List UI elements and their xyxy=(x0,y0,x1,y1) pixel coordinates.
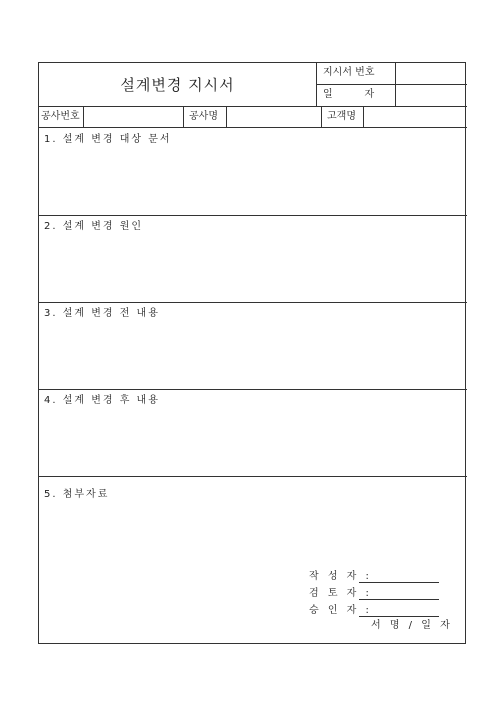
divider xyxy=(316,84,467,85)
project-name-label: 공사명 xyxy=(189,111,218,122)
divider xyxy=(39,389,467,390)
change-order-form xyxy=(38,62,466,644)
section-label: 2. 설계 변경 원인 xyxy=(44,221,144,232)
signature-date-caption: 서 명 / 일 자 xyxy=(371,620,453,631)
section-label: 3. 설계 변경 전 내용 xyxy=(44,308,160,319)
divider xyxy=(363,106,364,127)
reviewer-signature-line xyxy=(359,599,439,600)
divider xyxy=(39,127,467,128)
project-number-label: 공사번호 xyxy=(41,111,80,122)
divider xyxy=(183,106,184,127)
form-title: 설계변경 지시서 xyxy=(120,76,235,94)
section-label: 1. 설계 변경 대상 문서 xyxy=(44,134,172,145)
reviewer-label: 검 토 자 : xyxy=(309,588,372,599)
approver-label: 승 인 자 : xyxy=(309,605,372,616)
divider xyxy=(39,106,467,107)
divider xyxy=(83,106,84,127)
divider xyxy=(39,215,467,216)
divider xyxy=(321,106,322,127)
doc-number-label: 지시서 번호 xyxy=(323,67,375,78)
author-signature-line xyxy=(359,582,439,583)
divider xyxy=(226,106,227,127)
customer-label: 고객명 xyxy=(327,111,356,122)
divider xyxy=(39,302,467,303)
divider xyxy=(39,476,467,477)
section-label: 4. 설계 변경 후 내용 xyxy=(44,395,160,406)
section-label: 5. 첨부자료 xyxy=(44,489,110,500)
date-label: 일 자 xyxy=(323,89,375,100)
author-label: 작 성 자 : xyxy=(309,571,372,582)
approver-signature-line xyxy=(359,616,439,617)
